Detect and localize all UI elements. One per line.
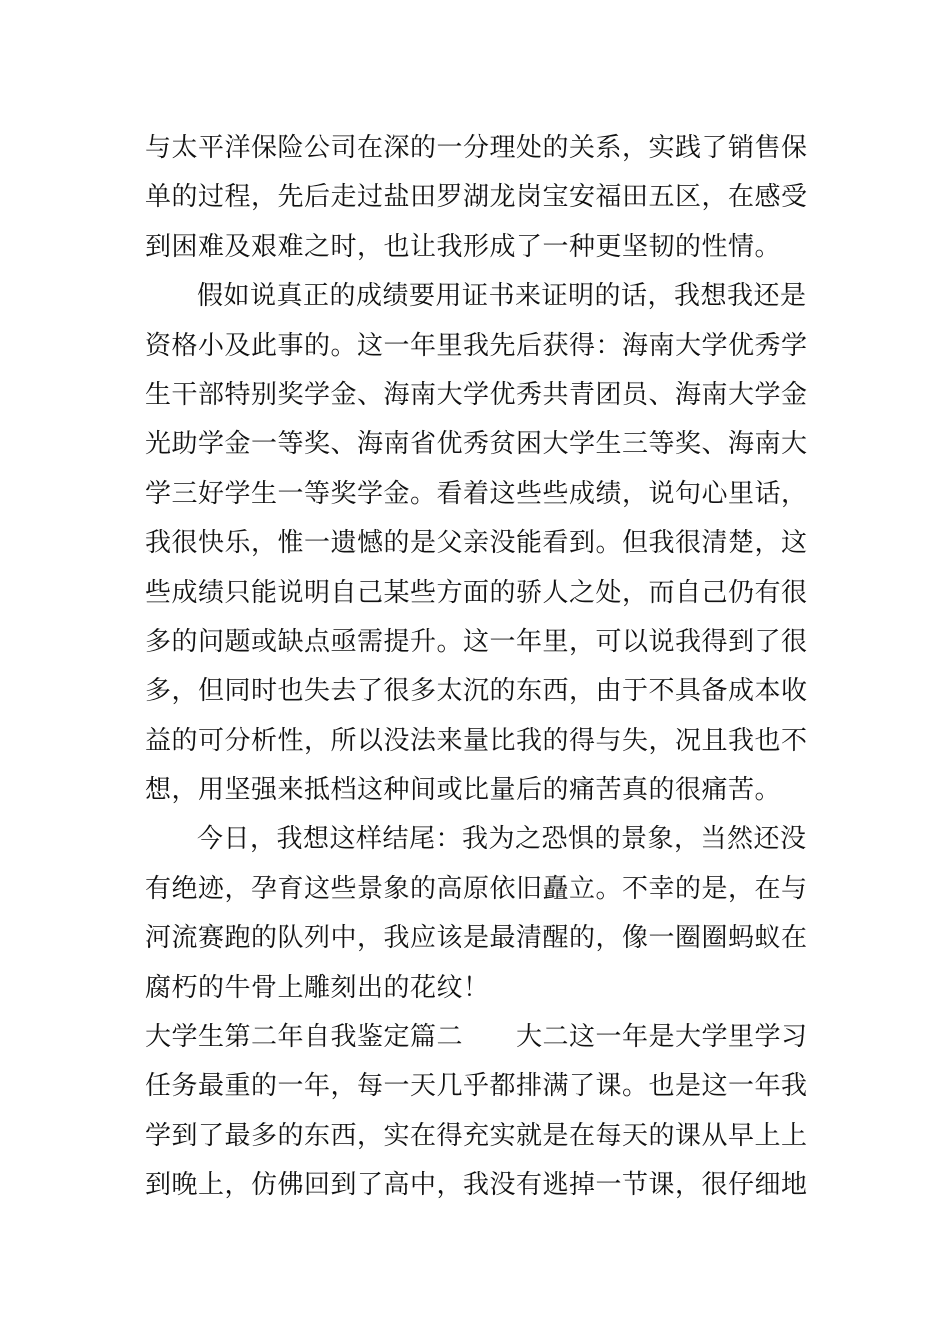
text-line: 学三好学生一等奖学金。看着这些些成绩，说句心里话， bbox=[145, 478, 808, 509]
text-line: 与太平洋保险公司在深的一分理处的关系，实践了销售保 bbox=[145, 133, 808, 163]
text-line: 多，但同时也失去了很多太沉的东西，由于不具备成本收 bbox=[145, 676, 808, 707]
text-line-section-heading: 大学生第二年自我鉴定篇二 大二这一年是大学里学习 bbox=[145, 1022, 808, 1053]
text-line: 想，用坚强来抵档这种间或比量后的痛苦真的很痛苦。 bbox=[145, 775, 782, 806]
text-line: 多的问题或缺点亟需提升。这一年里，可以说我得到了很 bbox=[145, 626, 808, 657]
text-line: 任务最重的一年，每一天几乎都排满了课。也是这一年我 bbox=[145, 1071, 808, 1102]
text-line: 到困难及艰难之时，也让我形成了一种更坚韧的性情。 bbox=[145, 231, 782, 262]
text-line: 单的过程，先后走过盐田罗湖龙岗宝安福田五区，在感受 bbox=[145, 182, 808, 213]
text-line: 河流赛跑的队列中，我应该是最清醒的，像一圈圈蚂蚁在 bbox=[145, 923, 808, 954]
text-line: 学到了最多的东西，实在得充实就是在每天的课从早上上 bbox=[145, 1120, 808, 1151]
text-line: 益的可分析性，所以没法来量比我的得与失，况且我也不 bbox=[145, 725, 808, 756]
text-line: 到晚上，仿佛回到了高中，我没有逃掉一节课，很仔细地 bbox=[145, 1170, 808, 1201]
document-body bbox=[145, 124, 807, 1211]
text-line: 生干部特别奖学金、海南大学优秀共青团员、海南大学金 bbox=[145, 379, 808, 410]
text-line-paragraph-start: 今日，我想这样结尾：我为之恐惧的景象，当然还没 bbox=[197, 824, 807, 855]
text-line: 腐朽的牛骨上雕刻出的花纹！ bbox=[145, 972, 490, 1003]
text-line: 我很快乐，惟一遗憾的是父亲没能看到。但我很清楚，这 bbox=[145, 528, 808, 559]
text-line-paragraph-start: 假如说真正的成绩要用证书来证明的话，我想我还是 bbox=[197, 281, 807, 312]
text-line: 有绝迹，孕育这些景象的高原依旧矗立。不幸的是，在与 bbox=[145, 873, 808, 904]
text-line: 些成绩只能说明自己某些方面的骄人之处，而自己仍有很 bbox=[145, 577, 808, 608]
text-line: 资格小及此事的。这一年里我先后获得：海南大学优秀学 bbox=[145, 330, 808, 361]
text-line: 光助学金一等奖、海南省优秀贫困大学生三等奖、海南大 bbox=[145, 429, 808, 460]
